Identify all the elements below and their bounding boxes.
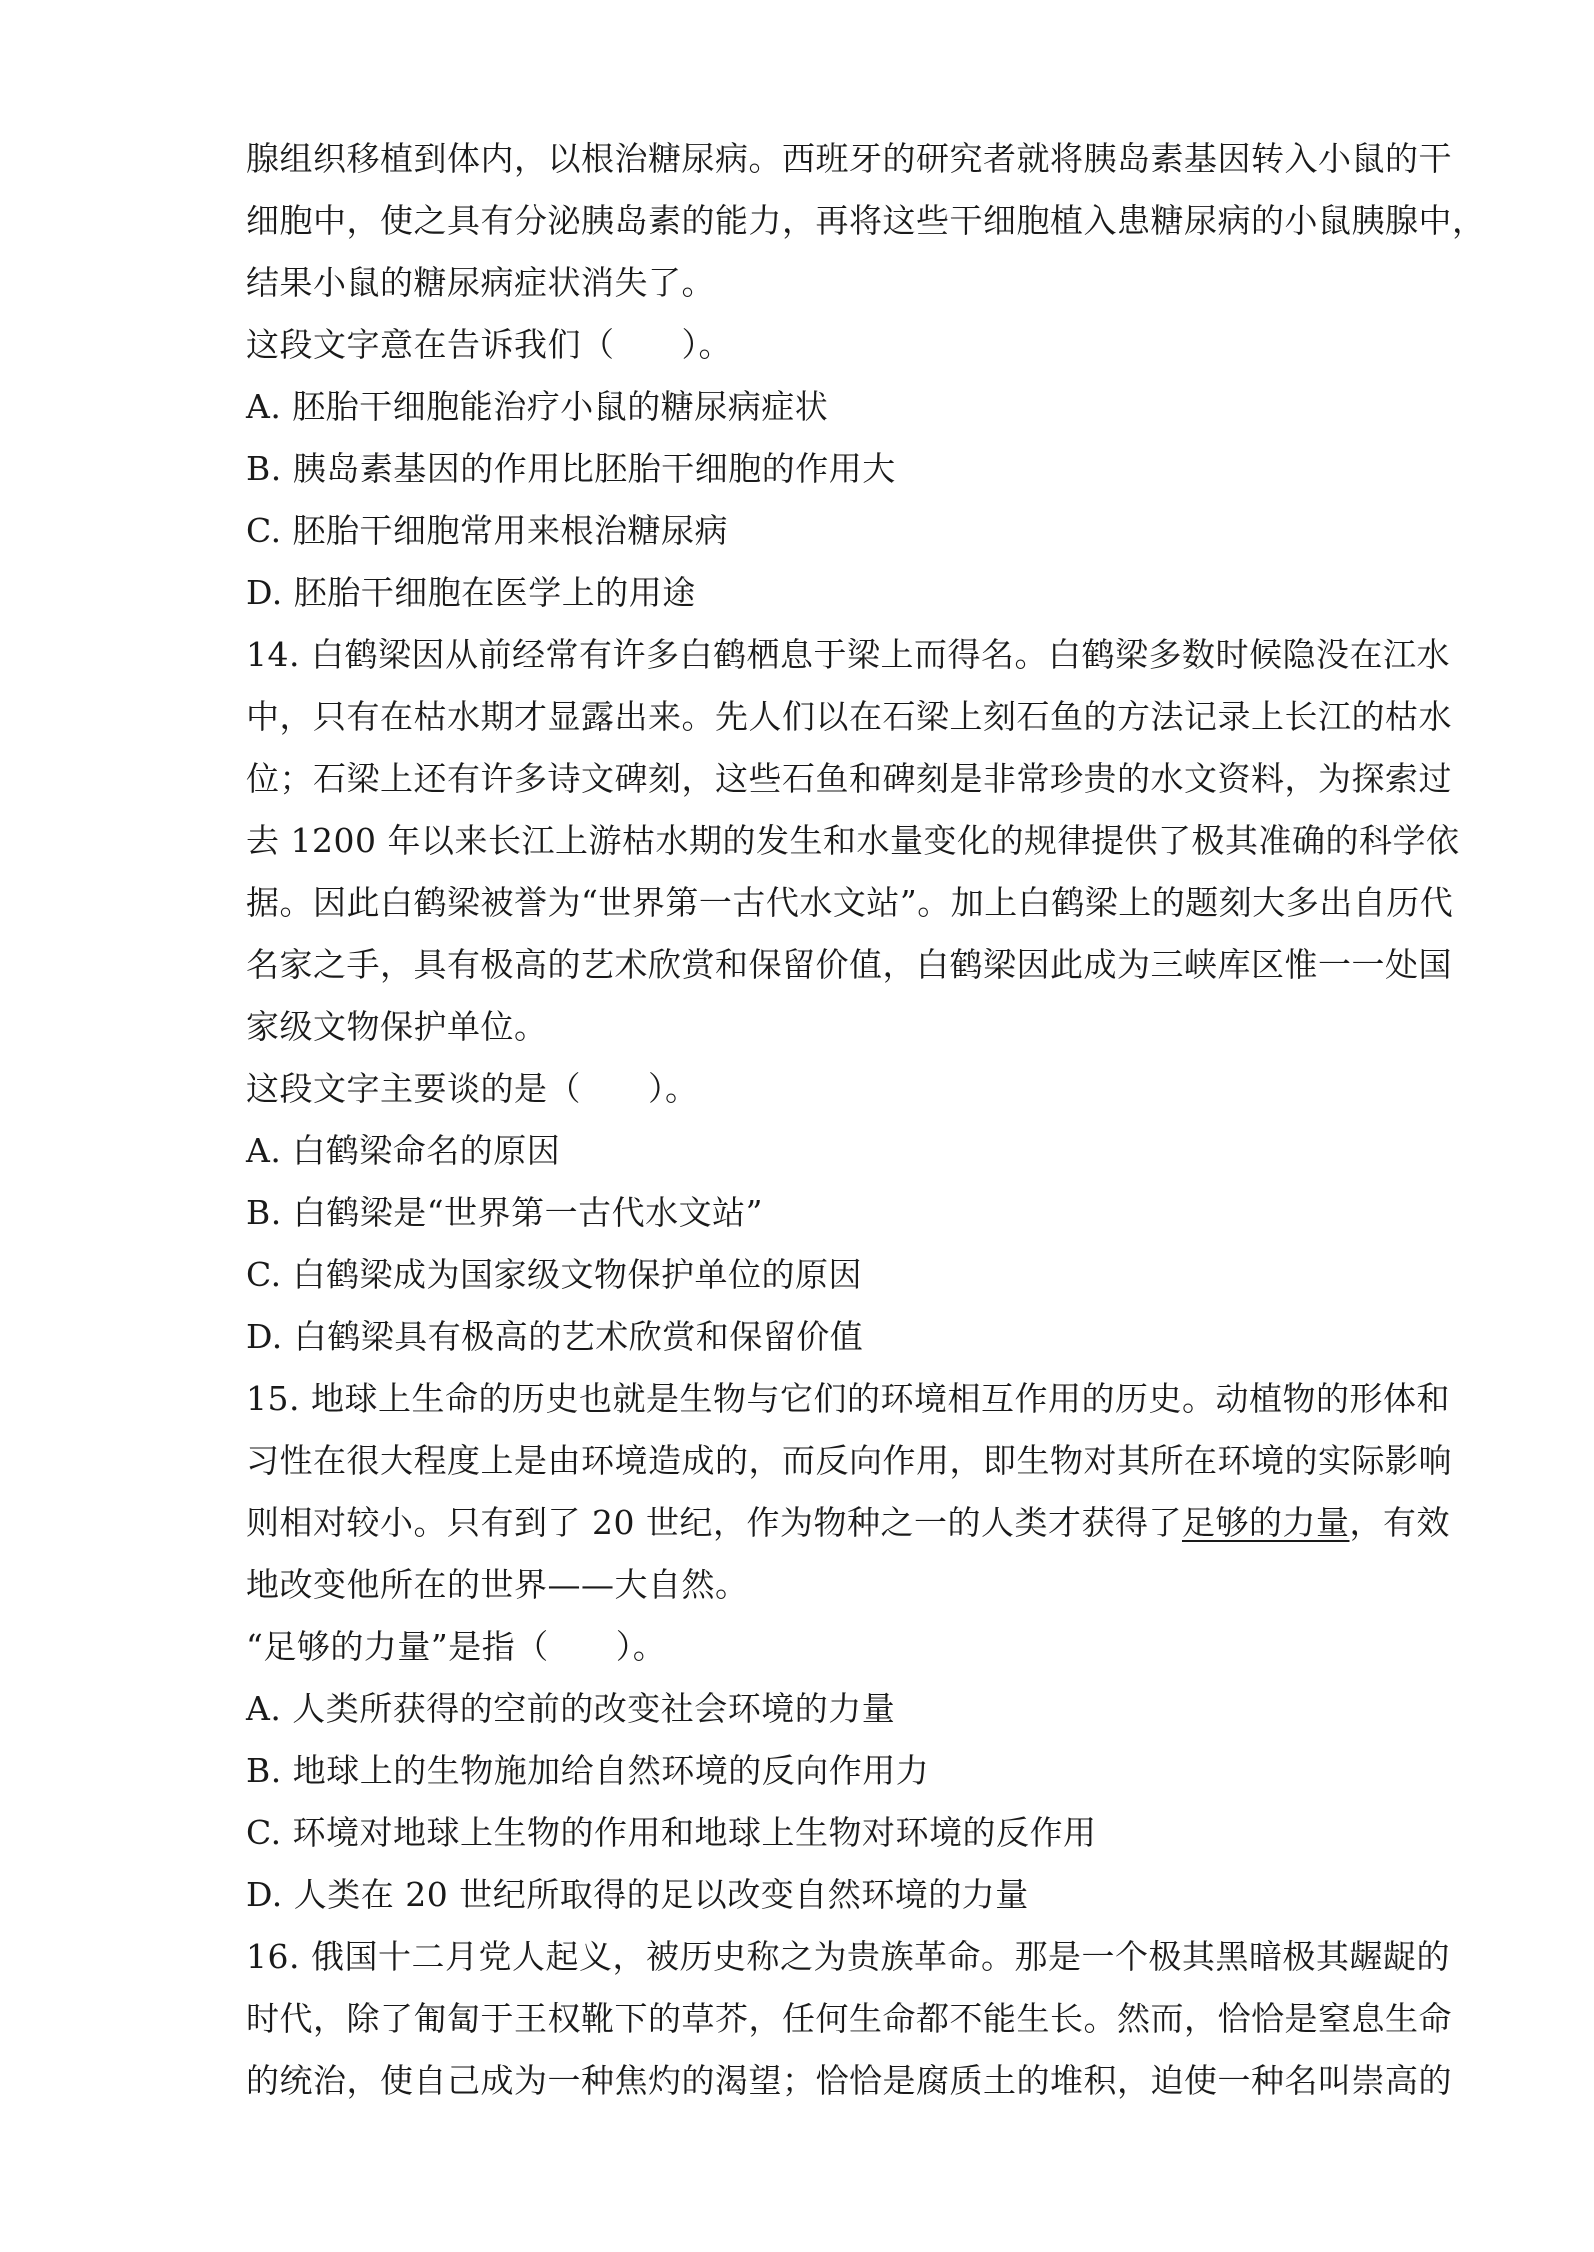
question-15-passage — [246, 1368, 1452, 1616]
option-b: B. 地球上的生物施加给自然环境的反向作用力 — [246, 1751, 930, 1790]
option-d: D. 白鹤梁具有极高的艺术欣赏和保留价值 — [246, 1317, 864, 1356]
passage-line: 地改变他所在的世界——大自然。 — [246, 1565, 749, 1604]
option-c: C. 白鹤梁成为国家级文物保护单位的原因 — [246, 1255, 863, 1294]
passage-line: 时代，除了匍匐于王权靴下的草芥，任何生命都不能生长。然而，恰恰是窒息生命 — [246, 1999, 1452, 2038]
passage-line: 细胞中，使之具有分泌胰岛素的能力，再将这些干细胞植入患糖尿病的小鼠胰腺中， — [246, 201, 1486, 240]
option-d: D. 胚胎干细胞在医学上的用途 — [246, 573, 696, 612]
question-13-options — [246, 376, 1396, 624]
passage-text: 则相对较小。只有到了 20 世纪，作为物种之一的人类才获得了 — [246, 1503, 1182, 1542]
option-c: C. 环境对地球上生物的作用和地球上生物对环境的反作用 — [246, 1813, 1097, 1852]
question-14-passage — [246, 624, 1460, 1058]
passage-line: 14. 白鹤梁因从前经常有许多白鹤栖息于梁上而得名。白鹤梁多数时候隐没在江水 — [246, 635, 1450, 674]
passage-line: 据。因此白鹤梁被誉为“世界第一古代水文站”。加上白鹤梁上的题刻大多出自历代 — [246, 883, 1454, 922]
option-a: A. 白鹤梁命名的原因 — [246, 1131, 561, 1170]
passage-line: 中，只有在枯水期才显露出来。先人们以在石梁上刻石鱼的方法记录上长江的枯水 — [246, 697, 1452, 736]
question-13-prompt: 这段文字意在告诉我们（ ）。 — [246, 325, 732, 364]
passage-line-with-underline — [246, 1492, 1450, 1554]
option-d: D. 人类在 20 世纪所取得的足以改变自然环境的力量 — [246, 1875, 1029, 1914]
passage-line: 家级文物保护单位。 — [246, 1007, 548, 1046]
question-13-passage — [246, 128, 1486, 314]
option-c: C. 胚胎干细胞常用来根治糖尿病 — [246, 511, 729, 550]
question-15-prompt: “足够的力量”是指（ ）。 — [246, 1627, 667, 1666]
option-a: A. 人类所获得的空前的改变社会环境的力量 — [246, 1689, 896, 1728]
passage-line: 习性在很大程度上是由环境造成的，而反向作用，即生物对其所在环境的实际影响 — [246, 1441, 1452, 1480]
passage-line: 腺组织移植到体内，以根治糖尿病。西班牙的研究者就将胰岛素基因转入小鼠的干 — [246, 139, 1452, 178]
passage-line: 16. 俄国十二月党人起义，被历史称之为贵族革命。那是一个极其黑暗极其龌龊的 — [246, 1937, 1450, 1976]
option-a: A. 胚胎干细胞能治疗小鼠的糖尿病症状 — [246, 387, 829, 426]
passage-line: 15. 地球上生命的历史也就是生物与它们的环境相互作用的历史。动植物的形体和 — [246, 1379, 1450, 1418]
question-14-options — [246, 1120, 1396, 1368]
question-14-prompt: 这段文字主要谈的是（ ）。 — [246, 1069, 699, 1108]
option-b: B. 白鹤梁是“世界第一古代水文站” — [246, 1193, 763, 1232]
option-b: B. 胰岛素基因的作用比胚胎干细胞的作用大 — [246, 449, 896, 488]
document-page — [246, 128, 1486, 2112]
question-15-options — [246, 1678, 1396, 1926]
passage-line: 位；石梁上还有许多诗文碑刻，这些石鱼和碑刻是非常珍贵的水文资料，为探索过 — [246, 759, 1452, 798]
passage-line: 结果小鼠的糖尿病症状消失了。 — [246, 263, 715, 302]
passage-text: ，有效 — [1349, 1503, 1450, 1542]
passage-line: 的统治，使自己成为一种焦灼的渴望；恰恰是腐质土的堆积，迫使一种名叫崇高的 — [246, 2061, 1452, 2100]
underlined-phrase: 足够的力量 — [1181, 1503, 1350, 1542]
question-16-passage — [246, 1926, 1452, 2112]
passage-line: 去 1200 年以来长江上游枯水期的发生和水量变化的规律提供了极其准确的科学依 — [246, 821, 1460, 860]
passage-line: 名家之手，具有极高的艺术欣赏和保留价值，白鹤梁因此成为三峡库区惟一一处国 — [246, 945, 1452, 984]
